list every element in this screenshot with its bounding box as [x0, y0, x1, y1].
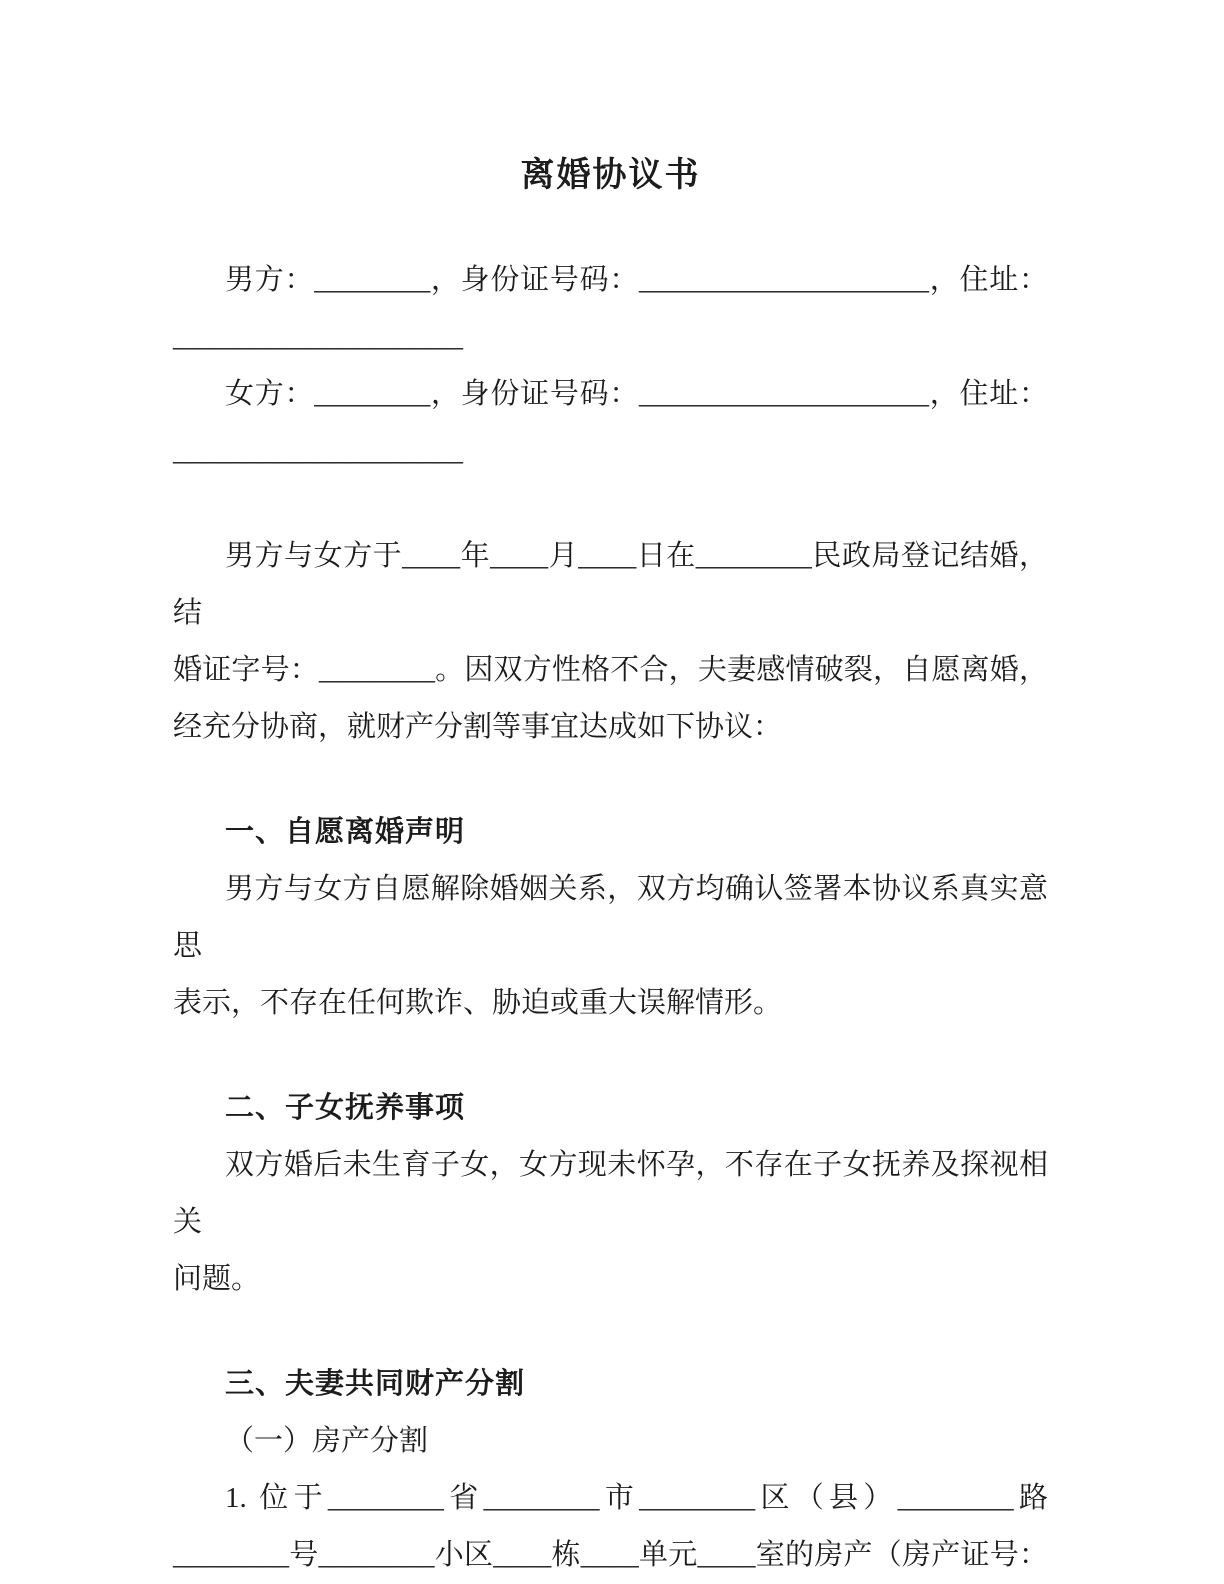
document-content [173, 147, 1048, 1584]
spacer [173, 1308, 1048, 1356]
male-party-line: 男方：________，身份证号码：____________________，住址： [225, 264, 1048, 296]
document-title: 离婚协议书 [520, 157, 701, 194]
preamble-line-1: 男方与女方于____年____月____日在________民政局登记结婚，结 [173, 540, 1048, 629]
spacer [173, 1032, 1048, 1080]
male-party-address-blank: ____________________ [173, 321, 463, 353]
female-party-address-blank: ____________________ [173, 435, 463, 467]
section-2-body-line-2: 问题。 [173, 1263, 261, 1295]
section-1-body-line-2: 表示，不存在任何欺诈、胁迫或重大误解情形。 [173, 987, 783, 1019]
female-party-line: 女方：________，身份证号码：____________________，住址： [225, 378, 1048, 410]
spacer [173, 204, 1048, 252]
section-2-heading: 二、子女抚养事项 [225, 1092, 466, 1124]
spacer [173, 480, 1048, 528]
preamble-line-2: 婚证字号：________。因双方性格不合，夫妻感情破裂，自愿离婚， [173, 654, 1048, 686]
section-3-item-1-line-2: ________号________小区____栋____单元____室的房产（房产证号： [173, 1539, 1048, 1571]
section-1-body-line-1: 男方与女方自愿解除婚姻关系，双方均确认签署本协议系真实意思 [173, 873, 1048, 962]
preamble-line-3: 经充分协商，就财产分割等事宜达成如下协议： [173, 711, 783, 743]
section-2-body-line-1: 双方婚后未生育子女，女方现未怀孕，不存在子女抚养及探视相关 [173, 1149, 1048, 1238]
section-3-heading: 三、夫妻共同财产分割 [225, 1368, 526, 1400]
section-3-subheading: （一）房产分割 [225, 1425, 429, 1457]
section-1-heading: 一、自愿离婚声明 [225, 816, 466, 848]
section-3-item-1-line-1: 1. 位于________省________市________区（县）________路 [225, 1482, 1048, 1514]
spacer [173, 756, 1048, 804]
